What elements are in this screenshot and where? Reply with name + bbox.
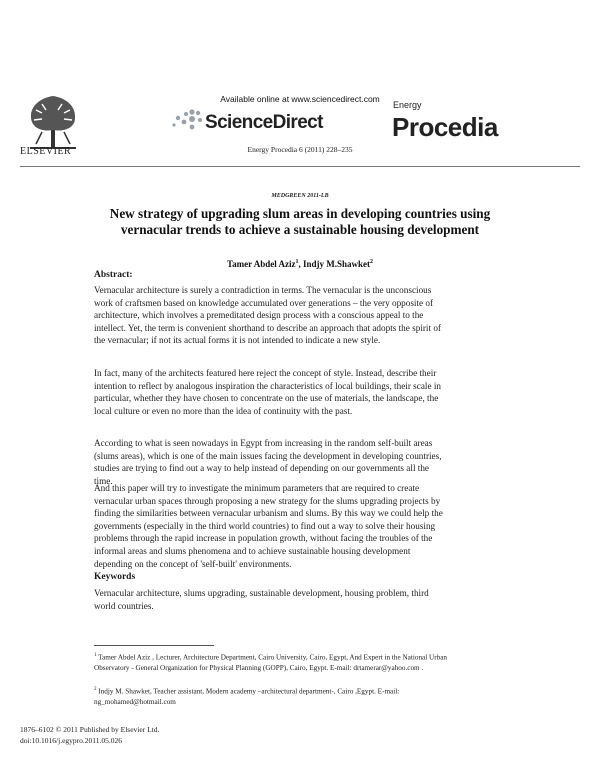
abstract-paragraph: And this paper will try to investigate the minimum parameters that are required to create vernacular urban spaces through proposing a new strategy for the slums upgrading projects by finding the similarities between vernacular urbanism and slums. By this way we could help the governments (especially in the third world countries) to find out a way to solve their housing problems through the rapid increase in population growth, without facing the troubles of the informal areas and slums phenomena and to achieve sustainable housing development depending on the concept of 'self-built' environments. [94,483,443,569]
keywords-text: Vernacular architecture, slums upgrading, sustainable development, housing problem, third world countries. [94,588,429,611]
author-name: Indjy M.Shawket [303,259,371,269]
header-divider [20,166,580,167]
footnote-divider [94,645,214,646]
abstract-heading: Abstract: [94,270,133,280]
sciencedirect-logo: ScienceDirect [205,112,323,133]
issn-line: 1876–6102 © 2011 Published by Elsevier Ltd. [20,725,160,734]
journal-reference: Energy Procedia 6 (2011) 228–235 [247,145,353,154]
abstract-paragraph: Vernacular architecture is surely a contradiction in terms. The vernacular is the unconscious work of craftsmen based on knowledge accumulated over generations – the very opposite of architecture, which involves a premeditated design process with a conscious appeal to the intellect. Yet, the term is convenient shorthand to describe an approach that adopts the spirit of the vernacular; if not its actual forms it is not intended to indicate a new style. [94,285,441,346]
footnote-mark: 1 [94,653,97,658]
author-name: Tamer Abdel Aziz [226,259,296,269]
footnote-mark: 2 [94,687,97,692]
abstract-paragraph: In fact, many of the architects featured here reject the concept of style. Instead, describe their intention to reflect by analogous inspiration the characteristics of local buildings, their scale in particular, whether they have chosen to concentrate on the use of materials, the landscape, the local culture or even no more than the idea of continuity with the past. [94,368,441,416]
footnote-text: Tamer Abdel Aziz , Lecturer, Architecture Department, Cairo University, Cairo, Egypt, And Expert in the National Urban Observatory - General Organization for Physical Planning (GOPP), Cairo, Egypt. E-mail: drtamerar@yahoo.com . [94,653,447,672]
author-line [0,259,600,269]
keywords-heading: Keywords [94,572,136,582]
conference-code: MEDGREEN 2011-LB [271,193,329,199]
author-affiliation-mark: 1 [295,259,299,265]
footnote [94,685,454,708]
author-separator: , [298,259,303,269]
available-online-link[interactable]: Available online at www.sciencedirect.com [220,94,380,104]
journal-logo-big: Procedia [392,112,498,142]
sciencedirect-dots-icon [170,108,204,132]
footnote-text: Indjy M. Shawket, Teacher assistant, Modern academy –architectural department-, Cairo ,Egypt. E-mail: ng_mohamed@hotmail.com [94,687,400,706]
paper-title: New strategy of upgrading slum areas in developing countries using vernacular trends to achieve a sustainable housing development [109,206,491,237]
author-affiliation-mark: 2 [370,259,374,265]
publisher-name: ELSEVIER [20,146,72,157]
doi-link[interactable]: doi:10.1016/j.egypro.2011.05.026 [20,735,123,745]
publication-info [20,725,159,746]
footnote [94,651,454,674]
abstract-paragraph: According to what is seen nowadays in Egypt from increasing in the random self-built areas (slums areas), which is one of the main issues facing the development in developing countries, studies are trying to find out a way to help instead of depending on our governments all the time. [94,438,442,486]
journal-logo-small: Energy [393,100,422,110]
